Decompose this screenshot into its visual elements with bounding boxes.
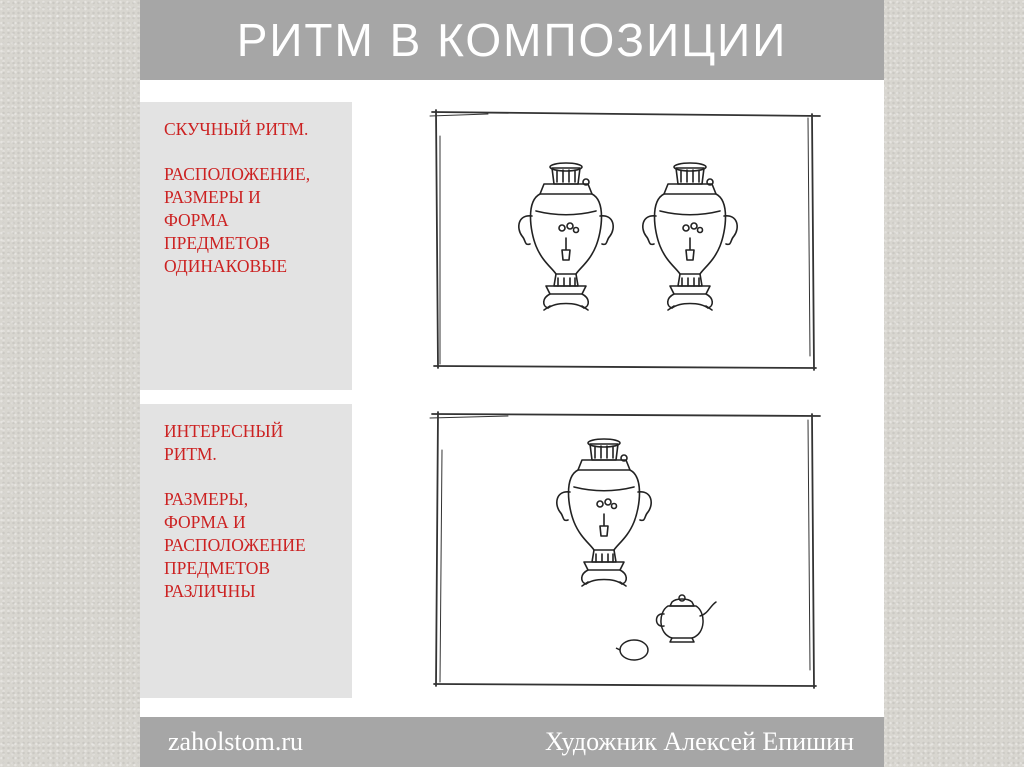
text-panel-interesting-rhythm bbox=[140, 404, 352, 698]
slide bbox=[140, 0, 884, 767]
title-bar bbox=[140, 0, 884, 80]
panel-body: РАЗМЕРЫ, ФОРМА И РАСПОЛОЖЕНИЕ ПРЕДМЕТОВ РАЗЛИЧНЫ bbox=[164, 489, 306, 601]
sketch-frame-2 bbox=[428, 410, 824, 692]
footer-bar bbox=[140, 717, 884, 767]
site-url: zaholstom.ru bbox=[168, 727, 304, 756]
panel-body: РАСПОЛОЖЕНИЕ, РАЗМЕРЫ И ФОРМА ПРЕДМЕТОВ ОДИНАКОВЫЕ bbox=[164, 164, 311, 276]
panel-heading: ИНТЕРЕСНЫЙ РИТМ. bbox=[164, 421, 284, 464]
sketch-frame-1 bbox=[428, 106, 824, 374]
panel-heading: СКУЧНЫЙ РИТМ. bbox=[164, 119, 309, 139]
author-credit: Художник Алексей Епишин bbox=[544, 727, 854, 756]
text-panel-boring-rhythm bbox=[140, 102, 352, 390]
samovar-teapot-lemon-sketch-icon bbox=[428, 410, 824, 692]
page-title: РИТМ В КОМПОЗИЦИИ bbox=[236, 14, 788, 66]
samovar-pair-sketch-icon bbox=[428, 106, 824, 374]
